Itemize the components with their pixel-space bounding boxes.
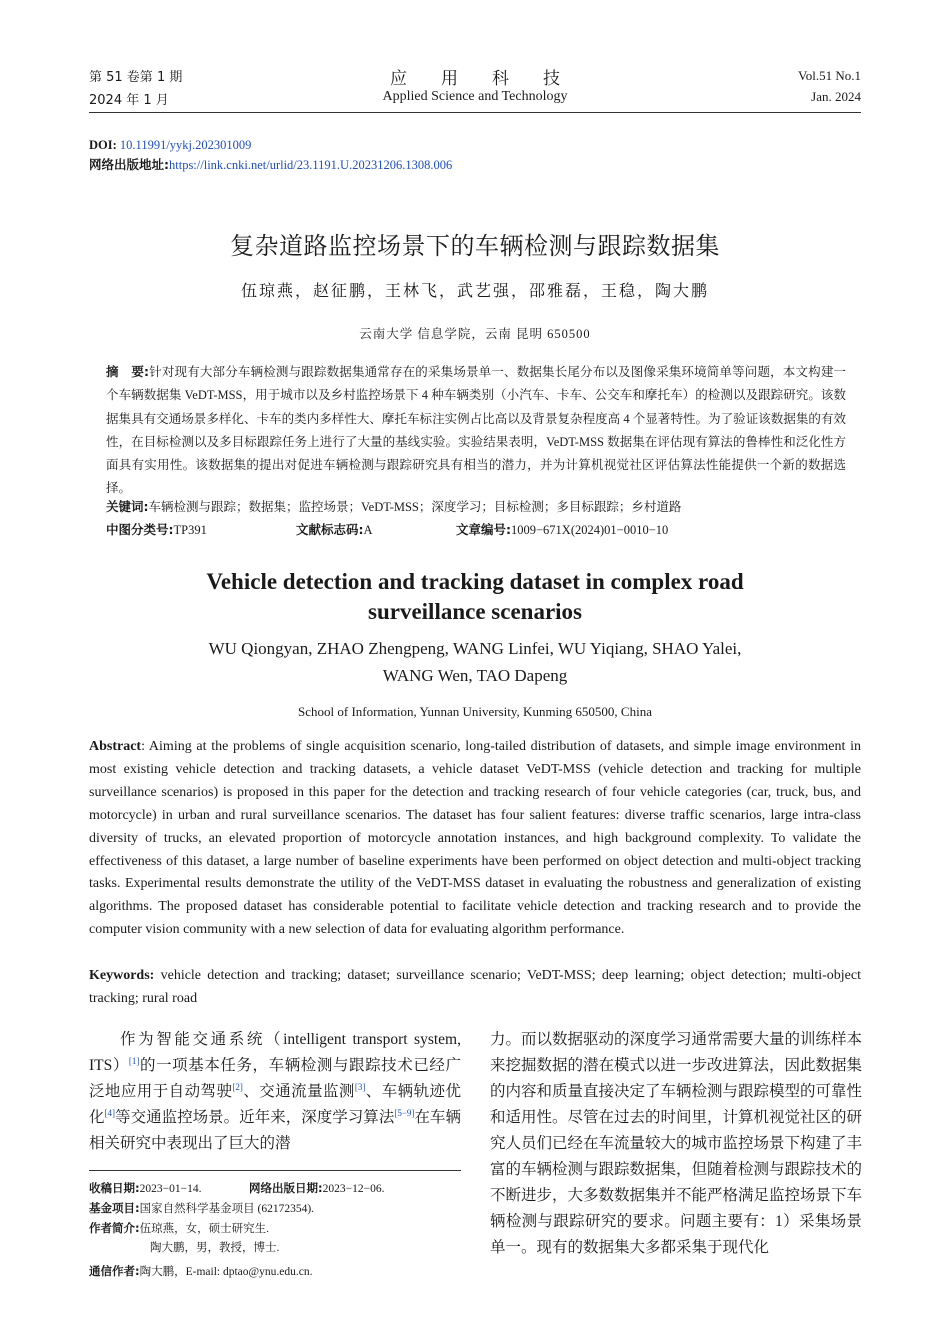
corresponding-label: 通信作者: — [89, 1264, 140, 1278]
affiliation-cn: 云南大学 信息学院，云南 昆明 650500 — [359, 327, 591, 341]
footnotes — [89, 1178, 469, 1281]
citation-3[interactable]: [3] — [354, 1081, 366, 1092]
paper-title-cn: 复杂道路监控场景下的车辆检测与跟踪数据集 — [230, 232, 720, 260]
intro-paragraph — [89, 1027, 461, 1157]
body-column-right — [490, 1027, 862, 1297]
online-date-group — [249, 1178, 384, 1199]
footnote-bio — [89, 1218, 469, 1238]
body-text-segment: 的一项基本任务，车辆检测与跟踪技术已经广泛地应用于自动驾驶 — [89, 1057, 461, 1100]
volume-issue-en: Vol.51 No.1 — [798, 68, 861, 83]
bio-label: 作者简介: — [89, 1221, 140, 1235]
article-number — [456, 520, 668, 540]
corresponding-text: 陶大鹏，E-mail: dptao@ynu.edu.cn. — [139, 1266, 313, 1278]
keywords-en-text: vehicle detection and tracking; dataset; surveillance scenario; VeDT-MSS; deep learning; object detection; multi-object tracking; rural road — [89, 968, 861, 1006]
footnote-corresponding — [89, 1261, 469, 1281]
fund-text: 国家自然科学基金项目 (62172354). — [139, 1203, 315, 1215]
journal-name-cn: 应 用 科 技 — [390, 69, 560, 89]
abstract-cn-text: 针对现有大部分车辆检测与跟踪数据集通常存在的采集场景单一、数据集长尾分布以及图像采集环境简单等问题，本文构建一个车辆数据集 VeDT-MSS，用于城市以及乡村监控场景下 4 种车辆类别（小汽车、卡车、公交车和摩托车）的检测以及跟踪研究。该数据集具有交通场景多样化、卡车的类内多样性大、摩托车标注实例占比高以及背景复杂程度高 4 个显著特性。为了验证该数据集的有效性，在目标检测以及多目标跟踪任务上进行了大量的基线实验。实验结果表明，VeDT-MSS 数据集在评估现有算法的鲁棒性和泛化性方面具有实用性。该数据集的提出对促进车辆检测与跟踪研究具有相当的潜力，并为计算机视觉社区评估算法性能提供一个新的数据选择。 — [106, 365, 846, 496]
body-text-segment: 、车辆轨迹优化 — [89, 1083, 461, 1126]
keywords-cn — [106, 497, 846, 517]
document-code — [296, 520, 373, 540]
date-cn: 2024 年 1 月 — [89, 93, 169, 108]
paper-title-en — [0, 567, 950, 627]
abstract-en-label: Abstract — [89, 739, 142, 754]
citation-4[interactable]: [4] — [104, 1107, 116, 1118]
header-rule — [89, 112, 861, 113]
received-date: 2023−01−14. — [139, 1183, 202, 1195]
authors-en-line-1: WU Qiongyan, ZHAO Zhengpeng, WANG Linfei, WU Yiqiang, SHAO Yalei, — [208, 639, 742, 658]
body-continuation: 力。而以数据驱动的深度学习通常需要大量的训练样本来挖掘数据的潜在模式以进一步改进算法，因此数据集的内容和质量直接决定了车辆检测与跟踪模型的可靠性和适用性。尽管在过去的时间里，计算机视觉社区的研究人员们已经在车流量较大的城市监控场景下构建了丰富的车辆检测与跟踪数据集，但随着检测与跟踪技术的不断进步，大多数数据集并不能严格满足监控场景下车辆检测与跟踪研究的要求。问题主要有：1）采集场景单一。现有的数据集大多都采集于现代化 — [490, 1031, 862, 1256]
doi-block — [89, 135, 452, 175]
article-no-value: 1009−671X(2024)01−0010−10 — [511, 523, 669, 537]
fund-label: 基金项目: — [89, 1201, 140, 1215]
body-text-segment: 等交通监控场景。近年来，深度学习算法 — [115, 1109, 395, 1126]
body-column-left — [89, 1027, 461, 1170]
clc-label: 中图分类号: — [106, 522, 174, 537]
authors-cn: 伍琼燕，赵征鹏，王林飞，武艺强，邵雅磊，王稳，陶大鹏 — [240, 283, 709, 300]
footnote-fund — [89, 1198, 469, 1218]
footnote-bio-2 — [89, 1238, 469, 1258]
title-en-line-1: Vehicle detection and tracking dataset in complex road — [206, 569, 744, 594]
affiliation-en: School of Information, Yunnan University, Kunming 650500, China — [298, 704, 652, 719]
keywords-cn-label: 关键词: — [106, 499, 149, 514]
body-text-segment: 、交通流量监测 — [242, 1083, 355, 1100]
doi-label: DOI: — [89, 138, 117, 152]
citation-2[interactable]: [2] — [232, 1081, 243, 1092]
title-en-line-2: surveillance scenarios — [368, 599, 582, 624]
date-en: Jan. 2024 — [811, 89, 861, 104]
received-label: 收稿日期: — [89, 1181, 140, 1195]
authors-en-line-2: WANG Wen, TAO Dapeng — [382, 666, 568, 685]
doc-code-label: 文献标志码: — [296, 522, 364, 537]
footnote-dates — [89, 1178, 469, 1198]
online-date-label: 网络出版日期: — [249, 1181, 323, 1195]
doi-link[interactable]: 10.11991/yykj.202301009 — [119, 138, 252, 152]
online-url-link[interactable]: https://link.cnki.net/urlid/23.1191.U.20231206.1308.006 — [169, 158, 453, 172]
abstract-cn — [106, 360, 846, 501]
online-date: 2023−12−06. — [322, 1183, 385, 1195]
journal-name-en: Applied Science and Technology — [382, 89, 568, 104]
body-text-segment: 作为智能交通系统（intelligent transport system, ITS） — [89, 1031, 461, 1074]
abstract-en-text: : Aiming at the problems of single acquisition scenario, long-tailed distribution of datasets, and simple image environment in most existing vehicle detection and tracking datasets, a vehicle dataset VeDT-MSS (vehicle detection and tracking for multiple surveillance scenarios) is proposed in this paper for the detection and tracking research of four vehicle categories (car, truck, bus, and motorcycle) in urban and rural surveillance scenarios. The dataset has four salient features: diverse traffic scenarios, large intra-class diversity of trucks, an elevated proportion of motorcycle annotation instances, and high background complexity. To validate the effectiveness of this dataset, a large number of baseline experiments have been performed on object detection and multi-object tracking tasks. Experimental results demonstrate the utility of the VeDT-MSS dataset in evaluating the robustness and generalization of existing algorithms. The proposed dataset has considerable potential to facilitate vehicle detection and tracking research and to provide the computer vision community with a new selection of data for evaluating algorithm performance. — [89, 739, 861, 938]
footnote-rule — [89, 1170, 461, 1171]
body-text-segment: 在车辆相关研究中表现出了巨大的潜 — [89, 1109, 461, 1152]
citation-5-9[interactable]: [5−9] — [394, 1107, 415, 1118]
clc-number — [106, 520, 207, 540]
keywords-en-label: Keywords: — [89, 968, 155, 983]
keywords-en — [89, 965, 861, 1011]
doc-code-value: A — [363, 523, 373, 537]
keywords-cn-text: 车辆检测与跟踪；数据集；监控场景；VeDT-MSS；深度学习；目标检测；多目标跟踪；乡村道路 — [148, 500, 682, 514]
clc-value: TP391 — [173, 523, 207, 537]
article-no-label: 文章编号: — [456, 522, 511, 537]
abstract-cn-label: 摘 要: — [106, 364, 150, 379]
bio-line-2: 陶大鹏，男，教授，博士. — [150, 1242, 280, 1254]
online-label: 网络出版地址: — [89, 157, 169, 172]
authors-en — [0, 635, 950, 689]
citation-1[interactable]: [1] — [128, 1055, 140, 1066]
volume-issue-cn: 第 51 卷第 1 期 — [89, 70, 183, 85]
bio-line-1: 伍琼燕，女，硕士研究生. — [139, 1223, 269, 1235]
journal-header — [89, 62, 861, 110]
abstract-en — [89, 736, 861, 942]
